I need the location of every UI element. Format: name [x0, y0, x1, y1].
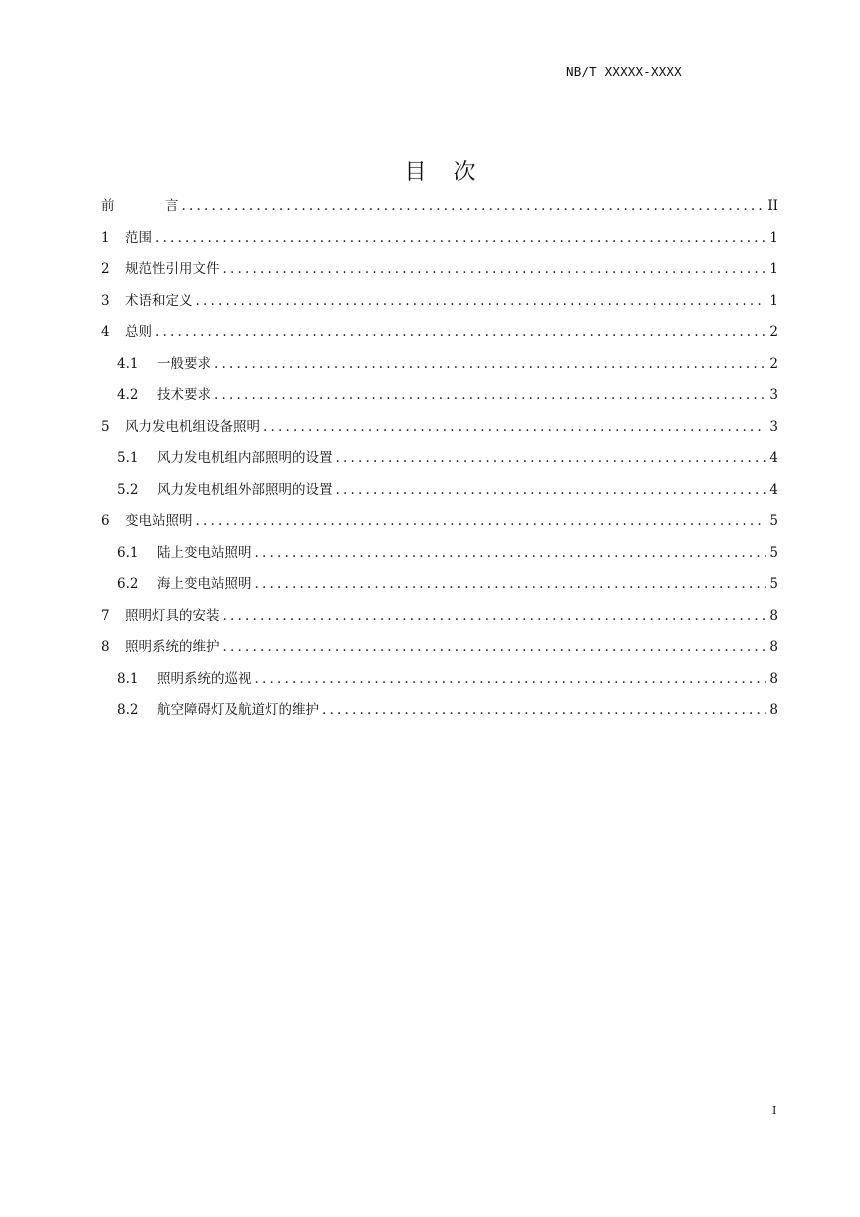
toc-entry[interactable] — [101, 289, 778, 321]
toc-entry-number: 4.2 — [117, 387, 139, 403]
toc-title: 目 次 — [404, 160, 476, 185]
toc-entry-label: 一般要求 — [157, 355, 211, 372]
toc-entry-number: 8.2 — [117, 702, 139, 718]
toc-entry-label: 术语和定义 — [125, 292, 193, 309]
toc-entry-page: 1 — [769, 261, 778, 277]
toc-dot-leader — [255, 576, 767, 592]
toc-entry-page: II — [767, 198, 778, 214]
toc-entry-number: 4.1 — [117, 355, 139, 372]
toc-dot-leader — [263, 419, 766, 435]
toc-entry-label: 海上变电站照明 — [157, 576, 252, 592]
toc-entry-number: 6 — [101, 513, 110, 529]
toc-entry[interactable] — [101, 257, 778, 289]
toc-entry-number: 前 — [101, 198, 115, 214]
toc-entry-number: 4 — [101, 324, 110, 340]
toc-entry-number: 7 — [101, 607, 110, 624]
toc-dot-leader — [182, 198, 765, 214]
toc-entry[interactable] — [101, 572, 778, 604]
toc-entry[interactable] — [101, 352, 778, 384]
toc-dot-leader — [255, 671, 767, 687]
toc-dot-leader — [155, 230, 766, 246]
toc-entry-page: 3 — [769, 387, 778, 403]
toc-entry[interactable] — [101, 698, 778, 730]
toc-dot-leader — [336, 482, 767, 498]
toc-entry-page: 4 — [769, 450, 778, 466]
toc-dot-leader — [255, 545, 767, 561]
toc-entry-number: 5 — [101, 418, 110, 435]
toc-entry-page: 8 — [769, 639, 778, 655]
toc-entry-number: 5.2 — [117, 481, 139, 498]
toc-entry[interactable] — [101, 478, 778, 510]
toc-entry-page: 8 — [769, 670, 778, 687]
toc-entry[interactable] — [101, 541, 778, 573]
toc-entry-label: 照明系统的巡视 — [157, 670, 252, 687]
document-code: NB/T XXXXX-XXXX — [566, 64, 682, 79]
toc-entry-page: 1 — [769, 292, 778, 309]
toc-entry-page: 2 — [769, 355, 778, 372]
toc-entry-number: 6.2 — [117, 576, 139, 592]
toc-entry-label: 照明灯具的安装 — [125, 607, 220, 624]
toc-entry-label: 变电站照明 — [125, 513, 193, 529]
toc-dot-leader — [155, 324, 766, 340]
toc-entry-label: 风力发电机组设备照明 — [125, 418, 260, 435]
toc-dot-leader — [214, 387, 766, 403]
toc-entry-page: 4 — [769, 481, 778, 498]
toc-entry-number: 8.1 — [117, 670, 139, 687]
toc-entry-number: 1 — [101, 229, 110, 246]
page-number: I — [772, 1104, 777, 1117]
toc-dot-leader — [322, 702, 766, 718]
toc-entry-label: 风力发电机组外部照明的设置 — [157, 481, 333, 498]
toc-dot-leader — [196, 513, 767, 529]
toc-dot-leader — [223, 261, 767, 277]
toc-entry-label: 风力发电机组内部照明的设置 — [157, 450, 333, 466]
toc-entry-page: 1 — [769, 229, 778, 246]
toc-entry[interactable] — [101, 194, 778, 226]
toc-entry[interactable] — [101, 415, 778, 447]
toc-entry-number: 5.1 — [117, 450, 139, 466]
toc-entry-page: 5 — [769, 544, 778, 561]
toc-entry-label: 陆上变电站照明 — [157, 544, 252, 561]
toc-dot-leader — [336, 450, 767, 466]
toc-entry-label: 言 — [165, 198, 179, 214]
toc-dot-leader — [196, 293, 767, 309]
toc-entry-number: 3 — [101, 292, 110, 309]
toc-entry-number: 8 — [101, 639, 110, 655]
toc-entry-label: 范围 — [125, 229, 152, 246]
toc-entry-number: 2 — [101, 261, 110, 277]
toc-entry-number: 6.1 — [117, 544, 139, 561]
toc-entry[interactable] — [101, 667, 778, 699]
toc-entry[interactable] — [101, 604, 778, 636]
toc-entry[interactable] — [101, 383, 778, 415]
toc-entry[interactable] — [101, 320, 778, 352]
toc-entry-label: 总则 — [125, 324, 152, 340]
toc-entry-page: 5 — [769, 513, 778, 529]
toc-entry-label: 规范性引用文件 — [125, 261, 220, 277]
toc-entry[interactable] — [101, 226, 778, 258]
toc-entry-page: 2 — [769, 324, 778, 340]
toc-entry[interactable] — [101, 635, 778, 667]
toc-dot-leader — [214, 356, 766, 372]
toc-entry-page: 5 — [769, 576, 778, 592]
toc-dot-leader — [223, 608, 767, 624]
toc-entry-page: 8 — [769, 607, 778, 624]
toc-entry-page: 8 — [769, 702, 778, 718]
toc-entry-page: 3 — [769, 418, 778, 435]
toc-entry-label: 航空障碍灯及航道灯的维护 — [157, 702, 319, 718]
toc-entry[interactable] — [101, 446, 778, 478]
toc-entry-label: 技术要求 — [157, 387, 211, 403]
table-of-contents — [101, 194, 778, 730]
toc-entry-label: 照明系统的维护 — [125, 639, 220, 655]
toc-entry[interactable] — [101, 509, 778, 541]
toc-dot-leader — [223, 639, 767, 655]
